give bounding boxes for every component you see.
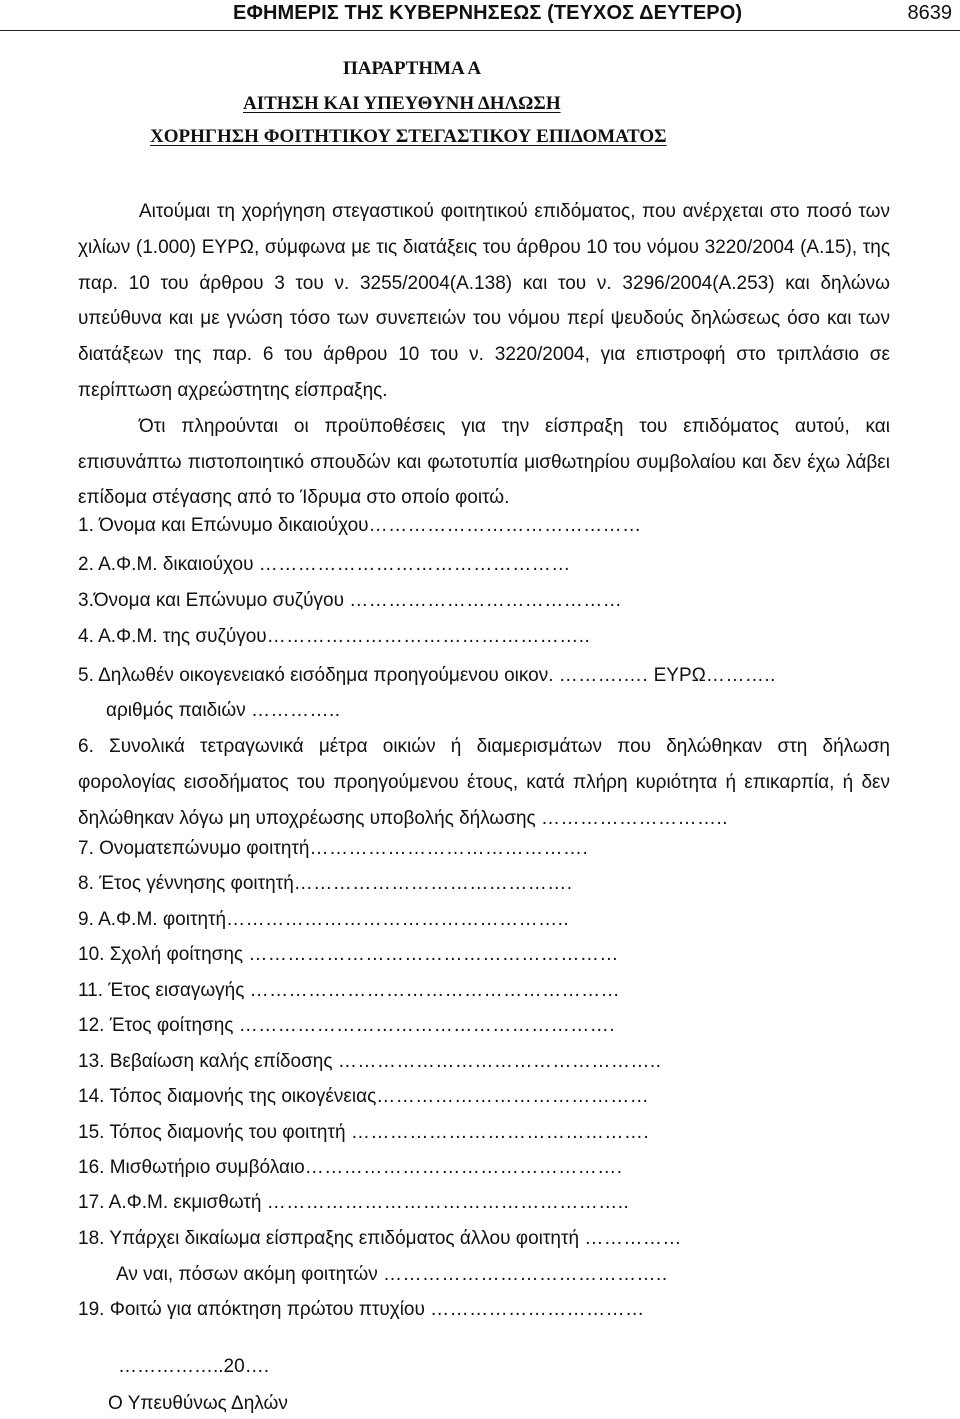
form-title: ΑΙΤΗΣΗ ΚΑΙ ΥΠΕΥΘΥΝΗ ΔΗΛΩΣΗ bbox=[243, 93, 561, 114]
field-spouse-name bbox=[78, 589, 622, 613]
field-label: 10. Σχολή φοίτησης bbox=[78, 944, 244, 965]
field-label: 19. Φοιτώ για απόκτηση πρώτου πτυχίου bbox=[78, 1299, 425, 1320]
fill-in-line[interactable]: …………………………………………………. bbox=[238, 1015, 616, 1036]
field-label: αριθμός παιδιών bbox=[106, 700, 246, 721]
fill-in-line[interactable]: …………………………… bbox=[430, 1299, 645, 1320]
fill-in-line[interactable]: …………………………………… bbox=[349, 590, 623, 611]
declaration-text bbox=[78, 194, 890, 516]
signature-block bbox=[108, 1356, 288, 1414]
field-label: 14. Τόπος διαμονής της οικογένειας bbox=[78, 1086, 377, 1107]
fill-in-line[interactable]: ……………………………………. bbox=[309, 838, 589, 859]
fill-in-line[interactable]: …………… bbox=[584, 1228, 682, 1249]
field-birth-year bbox=[78, 872, 573, 896]
field-label: 18. Υπάρχει δικαίωμα είσπραξης επιδόματος άλλου φοιτητή bbox=[78, 1228, 580, 1249]
fill-in-line[interactable]: ………………………………………………… bbox=[249, 980, 621, 1001]
fill-in-line[interactable]: ………………………………………….. bbox=[337, 1051, 662, 1072]
field-family-residence bbox=[78, 1085, 649, 1109]
field-label: Αν ναι, πόσων ακόμη φοιτητών bbox=[116, 1264, 378, 1285]
field-other-student-allowance bbox=[78, 1227, 682, 1251]
field-label: 3.Όνομα και Επώνυμο συζύγου bbox=[78, 590, 344, 611]
fill-in-line[interactable]: ……………………….. bbox=[541, 807, 729, 829]
field-study-year bbox=[78, 1014, 615, 1038]
fill-in-line[interactable]: ………………………………………… bbox=[258, 554, 571, 575]
fill-in-line[interactable]: ……………………………………………….. bbox=[266, 1192, 630, 1213]
declaration-paragraph-1: Αιτούμαι τη χορήγηση στεγαστικού φοιτητικού επιδόματος, που ανέρχεται στο ποσό των χιλίων (1.000) ΕΥΡΩ, σύμφωνα με τις διατάξεις του άρθρου 10 του νόμου 3220/2004 (Α.15), της παρ. 10 του άρθρου 3 του ν. 3255/2004(Α.138) και του ν. 3296/2004(Α.253) και δηλώνω υπεύθυνα και με γνώση τόσο των συνεπειών του νόμου περί ψευδούς δηλώσεως όσο και των διατάξεων της παρ. 6 του άρθρου 10 του ν. 3220/2004, για επιστροφή στο τριπλάσιο σε περίπτωση αχρεώστητης είσπραξης. bbox=[78, 201, 890, 401]
field-label: 13. Βεβαίωση καλής επίδοσης bbox=[78, 1051, 333, 1072]
currency-label: ΕΥΡΩ bbox=[653, 665, 706, 686]
field-spouse-tax-id bbox=[78, 625, 590, 649]
field-label: 6. Συνολικά τετραγωνικά μέτρα οικιών ή διαμερισμάτων που δηλώθηκαν στη δήλωση φορολογίας εισοδήματος του προηγούμενου έτους, κατά πλήρη κυριότητα ή επικαρπία, ή δεν δηλώθηκαν λόγω μη υποχρέωσης υποβολής δήλωσης bbox=[78, 736, 890, 829]
fill-in-line[interactable]: ……….…. bbox=[558, 665, 649, 686]
fill-in-line[interactable]: ………….. bbox=[251, 700, 341, 721]
field-label: 12. Έτος φοίτησης bbox=[78, 1015, 234, 1036]
field-label: 2. Α.Φ.Μ. δικαιούχου bbox=[78, 554, 254, 575]
fill-in-line[interactable]: ………………………………………….. bbox=[266, 626, 591, 647]
date-line[interactable]: ……………..20…. bbox=[118, 1356, 269, 1377]
field-label: 4. Α.Φ.Μ. της συζύγου bbox=[78, 626, 267, 647]
field-label: 11. Έτος εισαγωγής bbox=[78, 980, 245, 1001]
field-label: 9. Α.Φ.Μ. φοιτητή bbox=[78, 909, 227, 930]
signer-label: Ο Υπευθύνως Δηλών bbox=[108, 1393, 288, 1414]
field-school bbox=[78, 943, 619, 967]
fill-in-line[interactable]: …………………………………… bbox=[368, 515, 642, 536]
gazette-title: ΕΦΗΜΕΡΙΣ ΤΗΣ ΚΥΒΕΡΝΗΣΕΩΣ (ΤΕΥΧΟΣ ΔΕΥΤΕΡΟ) bbox=[233, 2, 743, 24]
field-family-income bbox=[78, 664, 776, 688]
fill-in-line[interactable]: ………………………………………. bbox=[350, 1122, 650, 1143]
fill-in-line[interactable]: …………………………………… bbox=[376, 1086, 650, 1107]
field-label: 1. Όνομα και Επώνυμο δικαιούχου bbox=[78, 515, 369, 536]
field-performance-certificate bbox=[78, 1050, 661, 1074]
fill-in-line[interactable]: …………………………………………….. bbox=[226, 909, 570, 930]
subject-title: ΧΟΡΗΓΗΣΗ ΦΟΙΤΗΤΙΚΟΥ ΣΤΕΓΑΣΤΙΚΟΥ ΕΠΙΔΟΜΑΤΟΣ bbox=[150, 126, 667, 147]
field-label: 16. Μισθωτήριο συμβόλαιο bbox=[78, 1157, 305, 1178]
field-student-tax-id bbox=[78, 908, 569, 932]
field-label: 17. Α.Φ.Μ. εκμισθωτή bbox=[78, 1192, 262, 1213]
fill-in-line[interactable]: …………………………………………. bbox=[304, 1157, 623, 1178]
field-label: 8. Έτος γέννησης φοιτητή bbox=[78, 873, 294, 894]
field-landlord-tax-id bbox=[78, 1191, 629, 1215]
field-other-students-count bbox=[116, 1263, 668, 1287]
field-children-count bbox=[106, 699, 341, 723]
fill-in-line[interactable]: …………………………………….. bbox=[383, 1264, 668, 1285]
field-student-name bbox=[78, 837, 588, 861]
field-label: 5. Δηλωθέν οικογενειακό εισόδημα προηγούμενου οικον. bbox=[78, 665, 554, 686]
field-square-meters bbox=[78, 729, 890, 829]
annex-title: ΠΑΡΑΡΤΗΜΑ Α bbox=[343, 58, 482, 79]
header-rule bbox=[0, 30, 960, 31]
fill-in-line[interactable]: ……………………………………. bbox=[293, 873, 573, 894]
field-beneficiary-name bbox=[78, 514, 642, 538]
field-lease bbox=[78, 1156, 623, 1180]
field-student-residence bbox=[78, 1121, 649, 1145]
declaration-paragraph-2: Ότι πληρούνται οι προϋποθέσεις για την είσπραξη του επιδόματος αυτού, και επισυνάπτω πιστοποιητικό σπουδών και φωτοτυπία μισθωτηρίου συμβολαίου και δεν έχω λάβει επίδομα στέγασης από το Ίδρυμα στο οποίο φοιτώ. bbox=[78, 415, 890, 509]
field-label: 15. Τόπος διαμονής του φοιτητή bbox=[78, 1122, 346, 1143]
field-label: 7. Ονοματεπώνυμο φοιτητή bbox=[78, 838, 310, 859]
page-number: 8639 bbox=[907, 2, 952, 24]
fill-in-line[interactable]: ……….. bbox=[705, 665, 776, 686]
page-header bbox=[0, 0, 960, 30]
fill-in-line[interactable]: ………………………………………………… bbox=[248, 944, 619, 965]
field-beneficiary-tax-id bbox=[78, 553, 571, 577]
field-admission-year bbox=[78, 979, 620, 1003]
field-first-degree bbox=[78, 1298, 645, 1322]
